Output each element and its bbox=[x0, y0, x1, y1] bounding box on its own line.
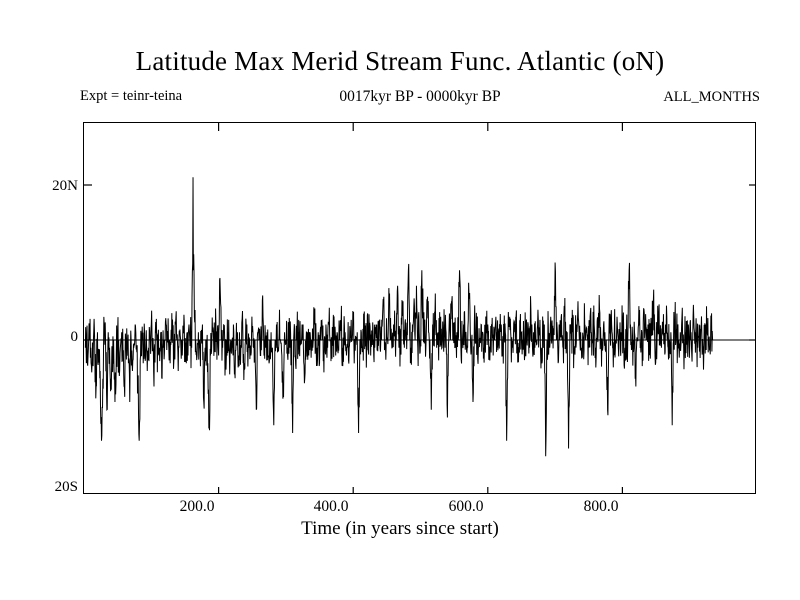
xtick-label-600: 600.0 bbox=[448, 498, 484, 515]
months-label: ALL_MONTHS bbox=[663, 89, 760, 105]
xtick-label-400: 400.0 bbox=[313, 498, 349, 515]
ytick-label-0: 0 bbox=[70, 329, 78, 345]
ytick-label-20N: 20N bbox=[52, 178, 78, 194]
xtick-label-200: 200.0 bbox=[179, 498, 215, 515]
period-label: 0017kyr BP - 0000kyr BP bbox=[339, 88, 501, 105]
axis-ticks bbox=[84, 123, 756, 494]
plot-area bbox=[83, 122, 756, 494]
subtitle-row bbox=[80, 88, 760, 108]
plot-svg bbox=[84, 123, 756, 494]
ytick-label-20S: 20S bbox=[54, 479, 78, 495]
experiment-label: Expt = teinr-teina bbox=[80, 88, 183, 104]
xtick-label-800: 800.0 bbox=[583, 498, 619, 515]
x-axis-title: Time (in years since start) bbox=[301, 518, 499, 539]
data-series-line bbox=[85, 177, 712, 456]
chart-title: Latitude Max Merid Stream Func. Atlantic (oN) bbox=[135, 46, 665, 76]
